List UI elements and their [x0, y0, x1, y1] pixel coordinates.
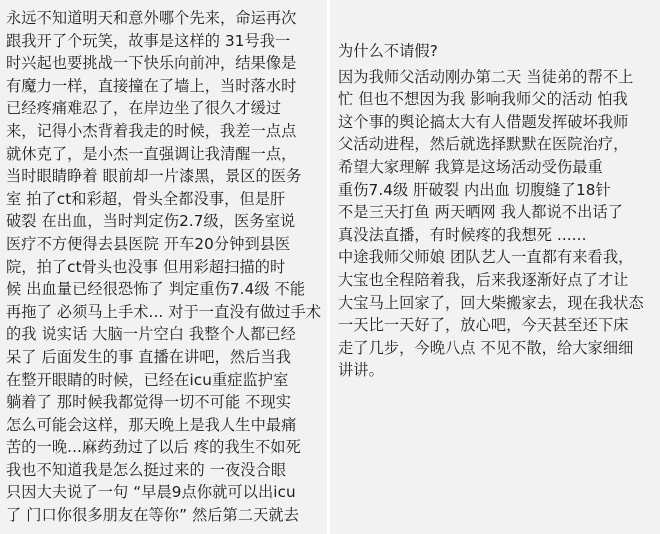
left-text-line: 了 门口你很多朋友在等你” 然后第二天就去	[6, 506, 299, 525]
right-text-column	[338, 40, 654, 382]
left-text-line: 就休克了，是小杰一直强调让我清醒一点，	[6, 144, 297, 163]
left-text-line: 呆了 后面发生的事 直播在讲吧，然后当我	[6, 347, 292, 366]
left-text-line: 有魔力一样，直接撞在了墙上，当时落水时	[6, 76, 297, 95]
left-text-line: 当时眼睛睁着 眼前却一片漆黑，景区的医务	[6, 167, 302, 186]
right-text-line: 讲讲。	[338, 361, 384, 380]
right-text-line: 不是三天打鱼 两天晒网 我人都说不出话了	[338, 203, 624, 222]
left-text-line: 苦的一晚...麻药劲过了以后 疼的我生不如死	[6, 438, 301, 457]
right-text-line: 这个事的舆论搞太大有人借题发挥破坏我师	[338, 112, 629, 131]
right-text-line: 真没法直播，有时候疼的我想死 ......	[338, 225, 587, 244]
left-text-line: 只因大夫说了一句 “早晨9点你就可以出icu	[6, 483, 296, 502]
left-text-line: 跟我开了个玩笑，故事是这样的 31号我一	[6, 31, 291, 50]
right-text-line: 忙 但也不想因为我 影响我师父的活动 怕我	[338, 90, 628, 109]
left-text-line: 再拖了 必须马上手术... 对于一直没有做过手术	[6, 302, 322, 321]
left-text-column	[6, 7, 324, 527]
right-text-line: 大宝马上回家了，回大柴搬家去，现在我状态	[338, 293, 644, 312]
left-text-line: 候 出血量已经很恐怖了 判定重伤7.4级 不能	[6, 280, 306, 299]
left-text-line: 在整开眼睛的时候，已经在icu重症监护室	[6, 370, 289, 389]
left-text-line: 怎么可能会这样，那天晚上是我人生中最痛	[6, 415, 297, 434]
right-text-line: 父活动进程，然后就选择默默在医院治疗，	[338, 135, 629, 154]
right-text-line: 希望大家理解 我算是这场活动受伤最重	[338, 157, 603, 176]
right-text-line: 一天比一天好了，放心吧，今天甚至还下床	[338, 316, 629, 335]
right-text-line: 因为我师父活动刚办第二天 当徒弟的帮不上	[338, 67, 634, 86]
right-text-line: 大宝也全程陪着我，后来我逐渐好点了才让	[338, 270, 629, 289]
left-text-line: 永远不知道明天和意外哪个先来，命运再次	[6, 9, 297, 27]
column-divider	[327, 0, 330, 534]
left-text-line: 医疗不方便得去县医院 开车20分钟到县医	[6, 234, 291, 253]
left-text-line: 躺着了 那时候我都觉得一切不可能 不现实	[6, 393, 292, 412]
right-text-line: 为什么不请假?	[338, 42, 438, 60]
left-text-line: 来，记得小杰背着我走的时候，我差一点点	[6, 121, 297, 140]
right-text-line: 走了几步，今晚八点 不见不散，给大家细细	[338, 338, 634, 357]
right-text-line: 重伤7.4级 肝破裂 内出血 切腹缝了18针	[338, 180, 611, 199]
left-text-line: 的我 说实话 大脑一片空白 我整个人都已经	[6, 325, 296, 344]
left-text-line: 破裂 在出血，当时判定伤2.7级，医务室说	[6, 212, 296, 231]
left-text-line: 已经疼痛难忍了，在岸边坐了很久才缓过	[6, 99, 282, 118]
left-text-line: 时兴起也要挑战一下快乐向前冲，结果像是	[6, 54, 297, 73]
left-text-line: 室 拍了ct和彩超，骨头全都没事，但是肝	[6, 189, 286, 208]
left-text-line: 我也不知道我是怎么挺过来的 一夜没合眼	[6, 460, 287, 479]
left-text-line: 院，拍了ct骨头也没事 但用彩超扫描的时	[6, 257, 286, 276]
right-text-line: 中途我师父师娘 团队艺人一直都有来看我，	[338, 248, 634, 267]
